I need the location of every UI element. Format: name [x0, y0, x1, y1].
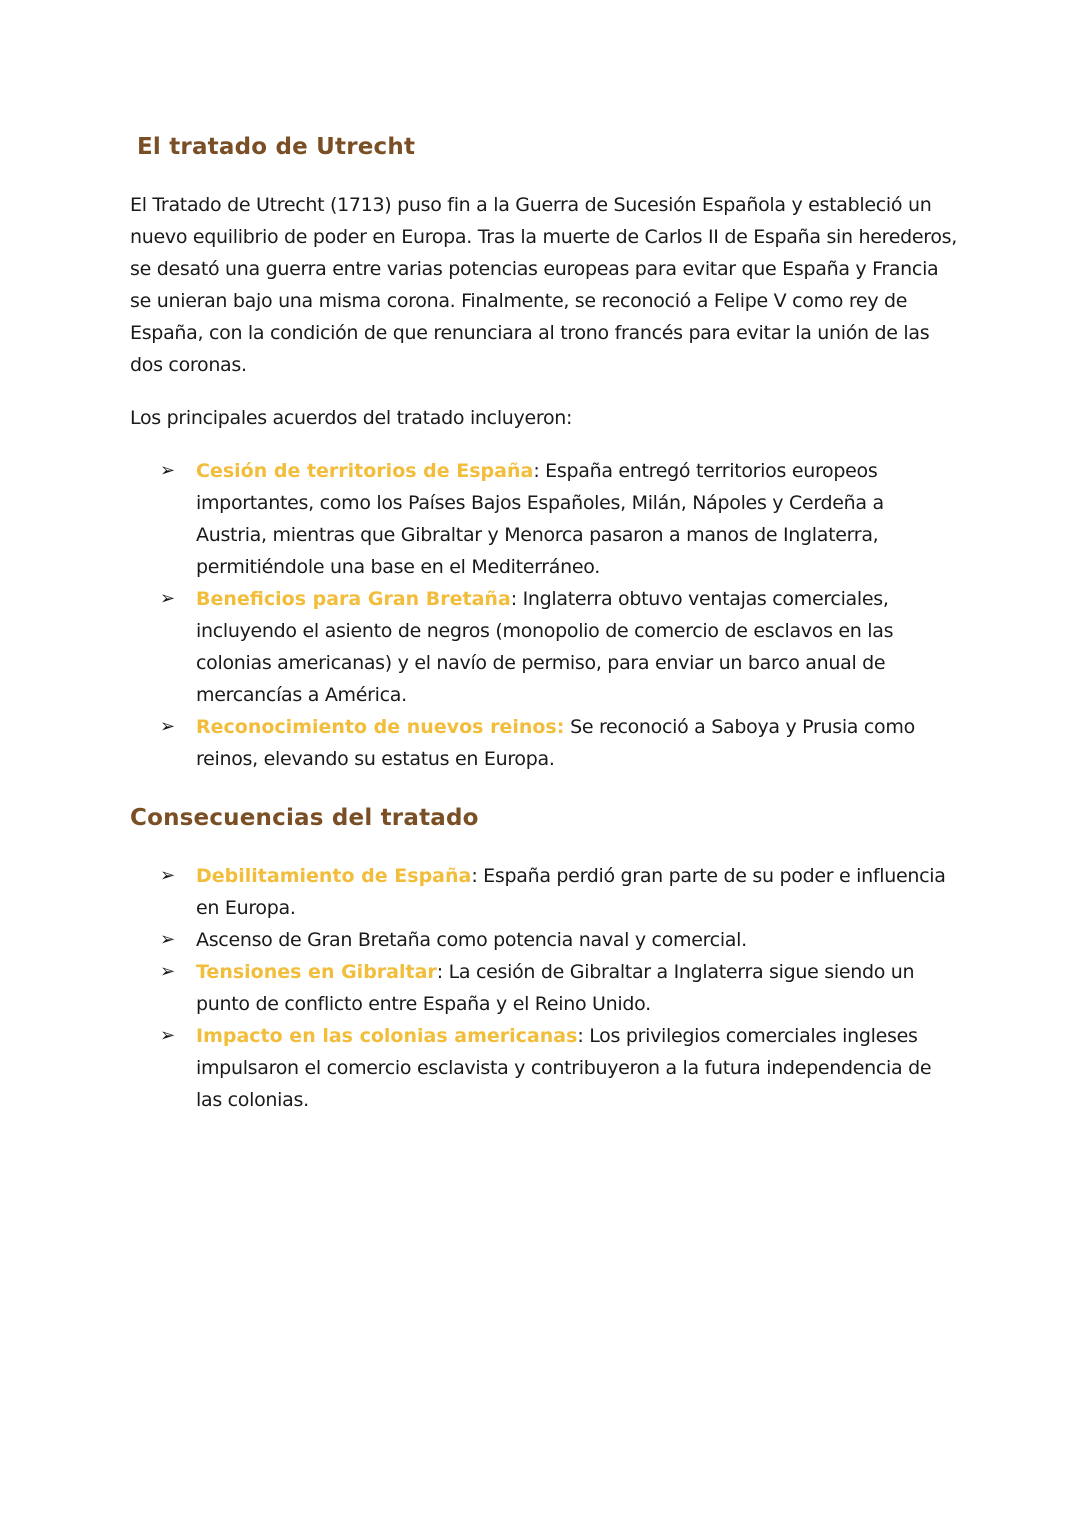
highlighted-term: Impacto en las colonias americanas — [196, 1025, 578, 1047]
list-item — [160, 860, 950, 924]
item-text: Ascenso de Gran Bretaña como potencia naval y comercial. — [196, 929, 747, 951]
agreements-list — [160, 455, 950, 775]
section-title-consequences: Consecuencias del tratado — [130, 805, 479, 831]
list-item — [160, 455, 950, 583]
list-item — [160, 924, 950, 956]
arrow-bullet-icon: ➢ — [160, 716, 175, 737]
arrow-bullet-icon: ➢ — [160, 1025, 175, 1046]
item-text: : Inglaterra obtuvo ventajas comerciales, incluyendo el asiento de negros (monopolio de comercio de esclavos en las colonias americanas) y el navío de permiso, para enviar un barco anual de mercancías a América. — [196, 588, 894, 706]
item-text: Se reconoció a Saboya y Prusia como reinos, elevando su estatus en Europa. — [196, 716, 915, 770]
list-item — [160, 711, 950, 775]
list-item — [160, 1020, 950, 1116]
list-item — [160, 956, 950, 1020]
highlighted-term: Beneficios para Gran Bretaña — [196, 588, 511, 610]
item-text: : Los privilegios comerciales ingleses impulsaron el comercio esclavista y contribuyeron a la futura independencia de las colonias. — [196, 1025, 932, 1111]
agreements-lead-paragraph: Los principales acuerdos del tratado incluyeron: — [130, 407, 573, 429]
consequences-list — [160, 860, 950, 1116]
highlighted-term: Cesión de territorios de España — [196, 460, 534, 482]
list-item — [160, 583, 950, 711]
section-title-utrecht: El tratado de Utrecht — [137, 134, 416, 160]
item-text: : España entregó territorios europeos importantes, como los Países Bajos Españoles, Milán, Nápoles y Cerdeña a Austria, mientras que Gibraltar y Menorca pasaron a manos de Inglaterra, permitiéndole una base en el Mediterráneo. — [196, 460, 884, 578]
arrow-bullet-icon: ➢ — [160, 865, 175, 886]
arrow-bullet-icon: ➢ — [160, 460, 175, 481]
highlighted-term: Reconocimiento de nuevos reinos: — [196, 716, 565, 738]
arrow-bullet-icon: ➢ — [160, 961, 175, 982]
highlighted-term: Tensiones en Gibraltar — [196, 961, 437, 983]
item-text: : España perdió gran parte de su poder e influencia en Europa. — [196, 865, 946, 919]
arrow-bullet-icon: ➢ — [160, 929, 175, 950]
intro-paragraph: El Tratado de Utrecht (1713) puso fin a la Guerra de Sucesión Española y estableció un nuevo equilibrio de poder en Europa. Tras la muerte de Carlos II de España sin herederos, se desató una guerra entre varias potencias europeas para evitar que España y Francia se unieran bajo una misma corona. Finalmente, se reconoció a Felipe V como rey de España, con la condición de que renunciara al trono francés para evitar la unión de las dos coronas. — [130, 194, 958, 376]
highlighted-term: Debilitamiento de España — [196, 865, 472, 887]
arrow-bullet-icon: ➢ — [160, 588, 175, 609]
item-text: : La cesión de Gibraltar a Inglaterra sigue siendo un punto de conflicto entre España y el Reino Unido. — [196, 961, 915, 1015]
